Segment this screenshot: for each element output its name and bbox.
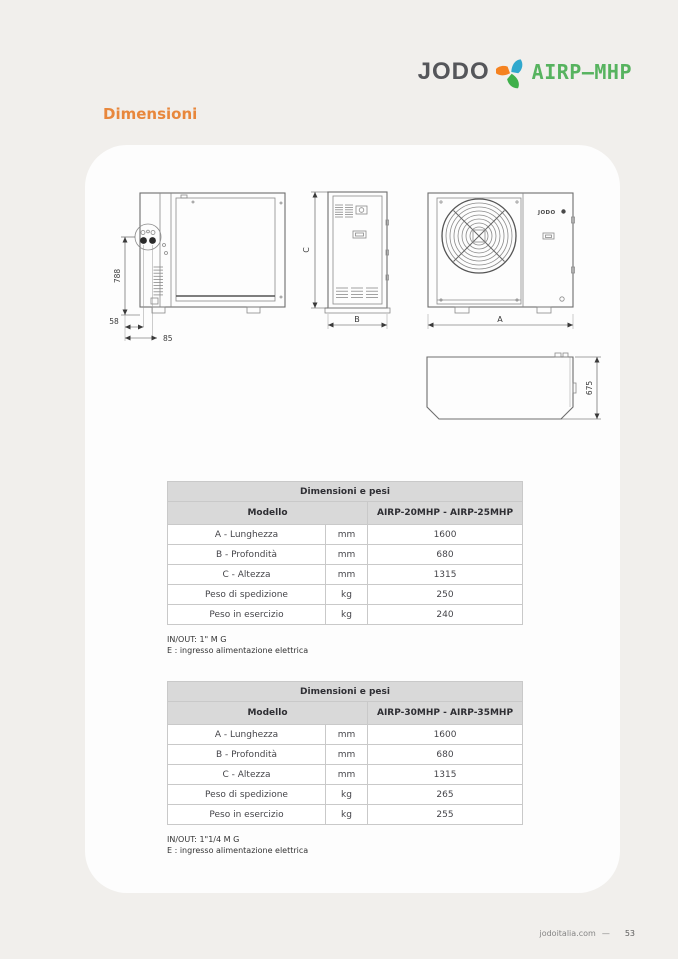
table-notes-2 — [167, 835, 308, 856]
drawing-logo-text: JODO — [538, 210, 556, 216]
row-label: A - Lunghezza — [168, 525, 326, 545]
row-unit: mm — [326, 745, 368, 765]
row-value: 1315 — [368, 565, 523, 585]
vent-grille — [154, 267, 164, 295]
table-row — [168, 525, 523, 545]
table-notes-1 — [167, 635, 308, 656]
dimension-label-675: 675 — [585, 380, 594, 396]
table-row — [168, 725, 523, 745]
product-name: AIRP–MHP — [531, 60, 632, 84]
jodo-logo-text: JODO — [417, 58, 490, 85]
row-label: Peso di spedizione — [168, 585, 326, 605]
note-line: E : ingresso alimentazione elettrica — [167, 845, 309, 855]
fan-grille — [442, 199, 516, 273]
row-unit: mm — [326, 545, 368, 565]
side-top-vents — [335, 205, 353, 217]
model-value: AIRP-30MHP - AIRP-35MHP — [368, 702, 523, 725]
dimension-label-788: 788 — [113, 268, 122, 284]
row-value: 1315 — [368, 765, 523, 785]
note-line: IN/OUT: 1" M G — [167, 635, 227, 644]
row-label: Peso di spedizione — [168, 785, 326, 805]
front-view-drawing — [428, 193, 575, 329]
row-label: B - Profondità — [168, 545, 326, 565]
dimensions-table-20-25 — [167, 481, 522, 625]
brand-header — [418, 55, 632, 89]
row-unit: kg — [326, 605, 368, 625]
side-bottom-vents — [336, 288, 378, 298]
row-value: 1600 — [368, 725, 523, 745]
dimension-label-85: 85 — [163, 334, 173, 343]
table-row — [168, 785, 523, 805]
footer-separator: — — [601, 929, 610, 938]
row-unit: mm — [326, 765, 368, 785]
side-view-drawing — [302, 192, 390, 329]
row-label: Peso in esercizio — [168, 605, 326, 625]
dimension-label-A: A — [497, 315, 503, 324]
model-header: Modello — [168, 702, 368, 725]
rear-view-drawing — [109, 193, 285, 343]
row-label: A - Lunghezza — [168, 725, 326, 745]
dimension-label-B: B — [354, 315, 360, 324]
row-label: B - Profondità — [168, 745, 326, 765]
table-title: Dimensioni e pesi — [168, 482, 523, 502]
table-row — [168, 805, 523, 825]
table-row — [168, 745, 523, 765]
row-value: 250 — [368, 585, 523, 605]
note-line: E : ingresso alimentazione elettrica — [167, 645, 309, 655]
row-unit: mm — [326, 525, 368, 545]
row-value: 1600 — [368, 525, 523, 545]
table-row — [168, 585, 523, 605]
table-row — [168, 565, 523, 585]
section-title: Dimensioni — [103, 105, 198, 123]
row-unit: kg — [326, 585, 368, 605]
dimension-label-58: 58 — [109, 317, 119, 326]
page-number: 53 — [624, 929, 635, 938]
row-unit: kg — [326, 805, 368, 825]
technical-drawings — [95, 175, 610, 445]
row-unit: mm — [326, 725, 368, 745]
row-value: 680 — [368, 745, 523, 765]
model-header: Modello — [168, 502, 368, 525]
row-value: 240 — [368, 605, 523, 625]
top-view-drawing — [427, 353, 601, 419]
row-value: 265 — [368, 785, 523, 805]
model-value: AIRP-20MHP - AIRP-25MHP — [368, 502, 523, 525]
note-line: IN/OUT: 1"1/4 M G — [167, 835, 240, 844]
row-label: Peso in esercizio — [168, 805, 326, 825]
table-row — [168, 545, 523, 565]
page-footer — [539, 929, 635, 938]
row-value: 255 — [368, 805, 523, 825]
pinwheel-icon — [496, 55, 526, 89]
row-unit: kg — [326, 785, 368, 805]
row-label: C - Altezza — [168, 765, 326, 785]
table-row — [168, 765, 523, 785]
row-unit: mm — [326, 565, 368, 585]
table-row — [168, 605, 523, 625]
dimensions-table-30-35 — [167, 681, 522, 825]
dimension-label-C: C — [302, 247, 311, 253]
table-title: Dimensioni e pesi — [168, 682, 523, 702]
row-value: 680 — [368, 545, 523, 565]
footer-site: jodoitalia.com — [539, 929, 596, 938]
row-label: C - Altezza — [168, 565, 326, 585]
drawing-logo-mark — [561, 209, 565, 213]
